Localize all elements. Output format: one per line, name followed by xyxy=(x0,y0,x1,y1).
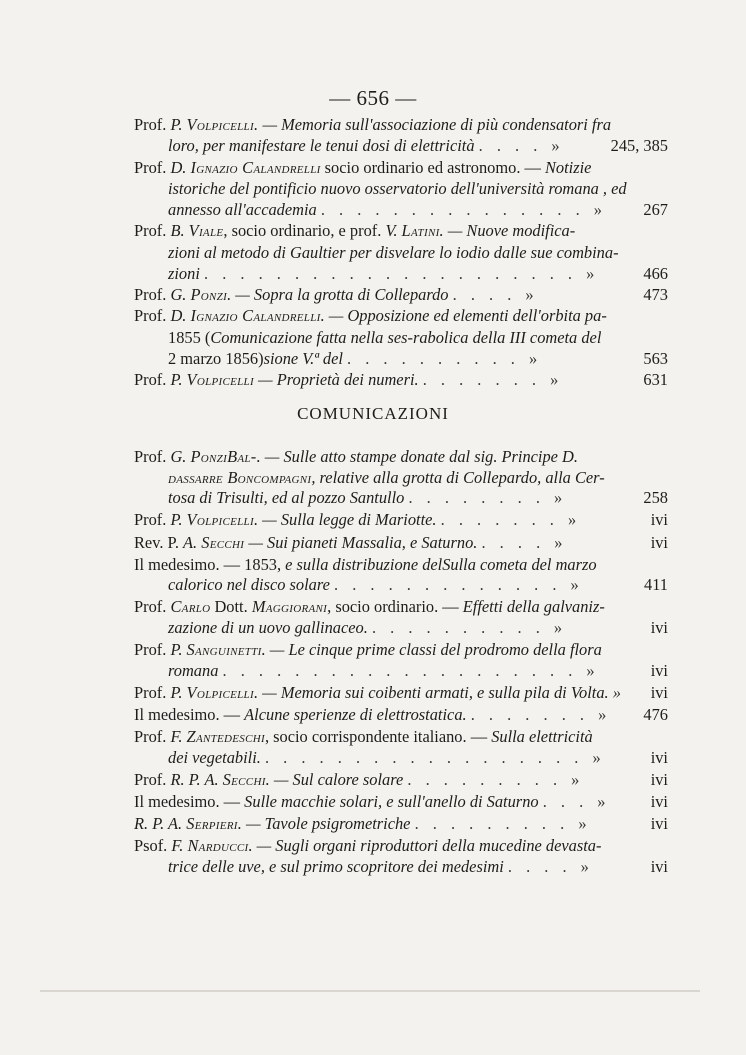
entry-title: romana xyxy=(168,660,219,680)
entry-line xyxy=(134,157,668,178)
entry-title: . — Opposizione ed elementi dell'orbita pa- xyxy=(320,306,607,326)
entry-title: tosa di Trisulti, ed al pozzo Santullo xyxy=(168,488,405,508)
author-name: Sanguinetti xyxy=(186,640,262,660)
entry-text: Dott. xyxy=(210,597,252,617)
entry-title: zioni al metodo di Gaultier per disvelare lo iodio dalle sue combina- xyxy=(168,242,619,262)
author-initial: G. xyxy=(170,447,191,466)
leader-dots: . . . . . . . » xyxy=(440,510,582,530)
page-ref: 631 xyxy=(639,369,668,390)
author-name: Zantedeschi xyxy=(186,727,265,747)
author-prefix: Prof. xyxy=(134,640,171,660)
communication-entry xyxy=(134,727,668,768)
leader-dots: . . . . . . . » xyxy=(422,370,564,390)
communication-entry xyxy=(134,683,668,704)
entry-title: — Memoria sull'associazione di più condensatori fra xyxy=(258,115,612,134)
entry-title: . — Nuove modifica- xyxy=(439,221,576,241)
leader-dots: . . . . . . . » xyxy=(470,704,612,724)
entry-title: . — Sugli organi riproduttori della mucedine devasta- xyxy=(248,836,602,856)
page-smudge xyxy=(40,990,700,992)
entry-line xyxy=(134,135,668,156)
author-prefix: Il medesimo. — xyxy=(134,554,245,574)
author-name: Ignazio Calandrelli xyxy=(190,306,321,326)
entry-title: Sulle macchie solari, e sull'anello di Saturno xyxy=(244,791,539,811)
entry-line xyxy=(134,220,668,241)
entry-title: annesso all'accademia xyxy=(168,199,317,219)
page-ref: 466 xyxy=(639,263,668,284)
leader-dots: . . . . . . . . . . . . . . . . . . » xyxy=(264,747,606,767)
entry-text: 1855 ( xyxy=(168,327,211,347)
entry-line xyxy=(134,575,668,596)
communication-entry xyxy=(134,533,668,554)
entry-line xyxy=(134,533,668,554)
entry-title: . — Tavole psigrometriche xyxy=(237,813,411,833)
author-initial: F. xyxy=(171,836,188,856)
entry-line xyxy=(134,770,668,791)
entry-title: . — Sopra la grotta di Collepardo xyxy=(227,285,449,305)
page-ref: 411 xyxy=(640,575,668,596)
author-name: Bal- xyxy=(227,447,257,466)
entry-line xyxy=(134,305,668,326)
leader-dots: . . . . » xyxy=(481,532,568,552)
leader-dots: . . . . » xyxy=(452,285,539,305)
entry-line xyxy=(134,468,668,489)
entry-line xyxy=(134,705,668,726)
page-ref: 563 xyxy=(639,348,668,369)
communication-entry xyxy=(134,555,668,596)
page-ref: ivi xyxy=(647,618,668,639)
entry-line xyxy=(134,792,668,813)
entry-title: , relative alla grotta di Collepardo, alla Cer- xyxy=(311,467,605,487)
leader-dots: . . . . . . . . . . . . . . . . . . . . . » xyxy=(204,263,600,283)
leader-dots: . . . . . . . . . . » xyxy=(371,618,568,638)
entry-line xyxy=(134,640,668,661)
author-initial: V. xyxy=(385,221,402,241)
author-prefix: Il medesimo. — xyxy=(134,704,245,724)
author-prefix: Prof. xyxy=(134,510,171,530)
entry-title: Sulla cometa del marzo xyxy=(442,554,597,574)
author-name: Ponzi xyxy=(190,285,228,305)
author-name: Volpicelli. xyxy=(186,115,259,134)
section-heading: COMUNICAZIONI xyxy=(297,404,449,423)
page-ref: ivi xyxy=(647,510,668,531)
author-prefix: Psof. xyxy=(134,836,172,856)
author-initial: G. xyxy=(170,285,191,305)
entry-line xyxy=(134,727,668,748)
author-prefix: Prof. xyxy=(134,306,171,326)
author-initial: R. P. A. xyxy=(170,769,223,789)
author-initial: R. P. A. xyxy=(134,813,187,833)
author-initial: P. xyxy=(170,510,187,530)
author-initial: e sulla distribuzione del xyxy=(285,554,443,574)
author-name: Volpicelli xyxy=(186,370,254,390)
entry-text: , socio ordinario, e prof. xyxy=(223,221,386,241)
leader-dots: . . . . . . . . . . . . . . . . . . . . » xyxy=(222,660,600,680)
entry-line xyxy=(134,748,668,769)
memoir-entry xyxy=(134,114,668,156)
entry-line xyxy=(134,178,668,199)
author-prefix: Il medesimo. — xyxy=(134,791,245,811)
entry-title: dei vegetabili. xyxy=(168,747,261,767)
author-name: Maggiorani xyxy=(251,597,328,617)
entry-title: . — Sulla legge di Mariotte. xyxy=(253,510,437,530)
page-number: — 656 — xyxy=(329,86,417,110)
page-ref: 473 xyxy=(639,284,668,305)
entry-text: 2 marzo 1856) xyxy=(168,348,264,368)
page-ref: ivi xyxy=(647,857,668,878)
leader-dots: . . . . . . . . . » xyxy=(407,769,585,789)
entry-line xyxy=(134,814,668,835)
memoir-entry xyxy=(134,305,668,369)
author-prefix: Prof. xyxy=(134,727,171,747)
author-name: Secchi xyxy=(201,532,245,552)
author-initial: Comunicazione fatta nella ses- xyxy=(210,327,413,347)
page-ref: ivi xyxy=(647,661,668,682)
entry-title: zioni xyxy=(168,263,200,283)
communication-entry xyxy=(134,597,668,638)
author-prefix: Prof. xyxy=(134,769,171,789)
author-prefix: Prof. xyxy=(134,157,171,177)
page-ref: ivi xyxy=(647,770,668,791)
page-ref: 476 xyxy=(639,705,668,726)
leader-dots: . . . » xyxy=(542,791,611,811)
entry-line xyxy=(134,327,668,348)
author-prefix: Rev. P. xyxy=(134,532,184,552)
entry-title: trice delle uve, e sul primo scopritore dei medesimi xyxy=(168,856,504,876)
author-initial: D. xyxy=(170,157,191,177)
author-prefix: Prof. xyxy=(134,682,171,702)
leader-dots: . . . . . . . . . . . . . . . » xyxy=(320,199,607,219)
entry-line xyxy=(134,199,668,220)
entry-text: socio ordinario ed astronomo. — xyxy=(320,157,545,177)
page-ref: ivi xyxy=(647,533,668,554)
entry-title: loro, per manifestare le tenui dosi di elettricità xyxy=(168,136,475,156)
entry-line xyxy=(134,348,668,369)
entry-title: . — Memoria sui coibenti armati, e sulla pila di Volta. » xyxy=(253,682,621,702)
author-initial: D. xyxy=(170,306,191,326)
author-initial: P. xyxy=(170,115,187,134)
author-name: Volpicelli xyxy=(186,510,254,530)
author-name: Volpicelli xyxy=(186,682,254,702)
author-name: Narducci xyxy=(187,836,249,856)
entry-title: sione V.ª del xyxy=(263,348,348,368)
author-name: Viale xyxy=(188,221,224,241)
entry-line xyxy=(134,661,668,682)
memoir-entry xyxy=(134,284,668,305)
leader-dots: . . . . » xyxy=(507,856,594,876)
leader-dots: . . . . . . . . . . . . . » xyxy=(334,575,584,595)
author-name: Carlo xyxy=(170,597,211,617)
page-ref: ivi xyxy=(647,748,668,769)
entry-title: . — Sul calore solare xyxy=(265,769,404,789)
entry-title: — Sui pianeti Massalia, e Saturno. xyxy=(244,532,478,552)
communication-entry xyxy=(134,792,668,813)
page-ref: ivi xyxy=(647,792,668,813)
entry-title: rabolica della III cometa del xyxy=(412,327,602,347)
entry-title: . — Sulle atto stampe donate dal sig. Principe D. xyxy=(256,447,578,466)
author-name: Ponzi xyxy=(190,447,228,466)
entry-title: zazione di un uovo gallinaceo. xyxy=(168,618,368,638)
entry-line xyxy=(134,369,668,390)
entry-line xyxy=(134,242,668,263)
memoir-entry xyxy=(134,157,668,221)
communication-entry xyxy=(134,770,668,791)
entry-title: Effetti della galvaniz- xyxy=(462,597,605,617)
entry-line xyxy=(134,263,668,284)
communication-entry xyxy=(134,510,668,531)
entry-line xyxy=(134,836,668,857)
author-initial: P. xyxy=(170,640,187,660)
entry-title: istoriche del pontificio nuovo osservatorio dell'università romana , ed xyxy=(168,178,627,198)
page-ref: ivi xyxy=(647,814,668,835)
top-entries xyxy=(134,114,668,390)
entry-line xyxy=(134,597,668,618)
author-prefix: Prof. xyxy=(134,115,171,134)
page-ref: ivi xyxy=(647,683,668,704)
entry-line xyxy=(134,488,668,509)
author-name: dassarre Boncompagni xyxy=(168,467,312,487)
communication-entry xyxy=(134,640,668,681)
page-ref: 267 xyxy=(639,199,668,220)
communication-entry xyxy=(134,814,668,835)
leader-dots: . . . . . . . . » xyxy=(408,488,568,508)
entry-title: — Proprietà dei numeri. xyxy=(253,370,419,390)
page-ref: 258 xyxy=(639,488,668,509)
memoir-entry xyxy=(134,369,668,390)
author-name: Secchi xyxy=(222,769,266,789)
author-prefix: Prof. xyxy=(134,285,171,305)
leader-dots: . . . . . . . . . » xyxy=(414,813,592,833)
communication-entry xyxy=(134,447,668,509)
author-name: Serpieri xyxy=(186,813,238,833)
entry-text: 1853, xyxy=(244,554,286,574)
leader-dots: . . . . . . . . . . » xyxy=(347,348,543,368)
memoir-entry xyxy=(134,220,668,284)
entry-line xyxy=(134,857,668,878)
communication-entry xyxy=(134,836,668,877)
author-prefix: Prof. xyxy=(134,370,171,390)
entry-line xyxy=(134,447,668,468)
author-initial: F. xyxy=(170,727,187,747)
communications-list xyxy=(134,447,668,877)
author-name: Latini xyxy=(401,221,440,241)
entry-title: calorico nel disco solare xyxy=(168,575,330,595)
author-name: Ignazio Calandrelli xyxy=(190,157,321,177)
author-initial: A. xyxy=(183,532,202,552)
author-prefix: Prof. xyxy=(134,447,171,466)
entry-line xyxy=(134,618,668,639)
entry-title: Alcune sperienze di elettrostatica. xyxy=(244,704,467,724)
communication-entry xyxy=(134,705,668,726)
author-initial: P. xyxy=(170,682,187,702)
entry-line xyxy=(134,284,668,305)
entry-line xyxy=(134,510,668,531)
entry-line xyxy=(134,114,668,135)
entry-line xyxy=(134,555,668,576)
entry-text: , socio ordinario. — xyxy=(327,597,463,617)
author-prefix: Prof. xyxy=(134,221,171,241)
author-initial: B. xyxy=(170,221,189,241)
author-initial: P. xyxy=(170,370,187,390)
entry-text: , socio corrispondente italiano. — xyxy=(264,727,492,747)
entry-title: Notizie xyxy=(545,157,592,177)
author-prefix: Prof. xyxy=(134,597,171,617)
leader-dots: . . . . » xyxy=(478,136,565,156)
entry-title: . — Le cinque prime classi del prodromo della flora xyxy=(261,640,602,660)
entry-line xyxy=(134,683,668,704)
page-ref: 245, 385 xyxy=(607,135,668,156)
entry-title: Sulla elettricità xyxy=(491,727,593,747)
